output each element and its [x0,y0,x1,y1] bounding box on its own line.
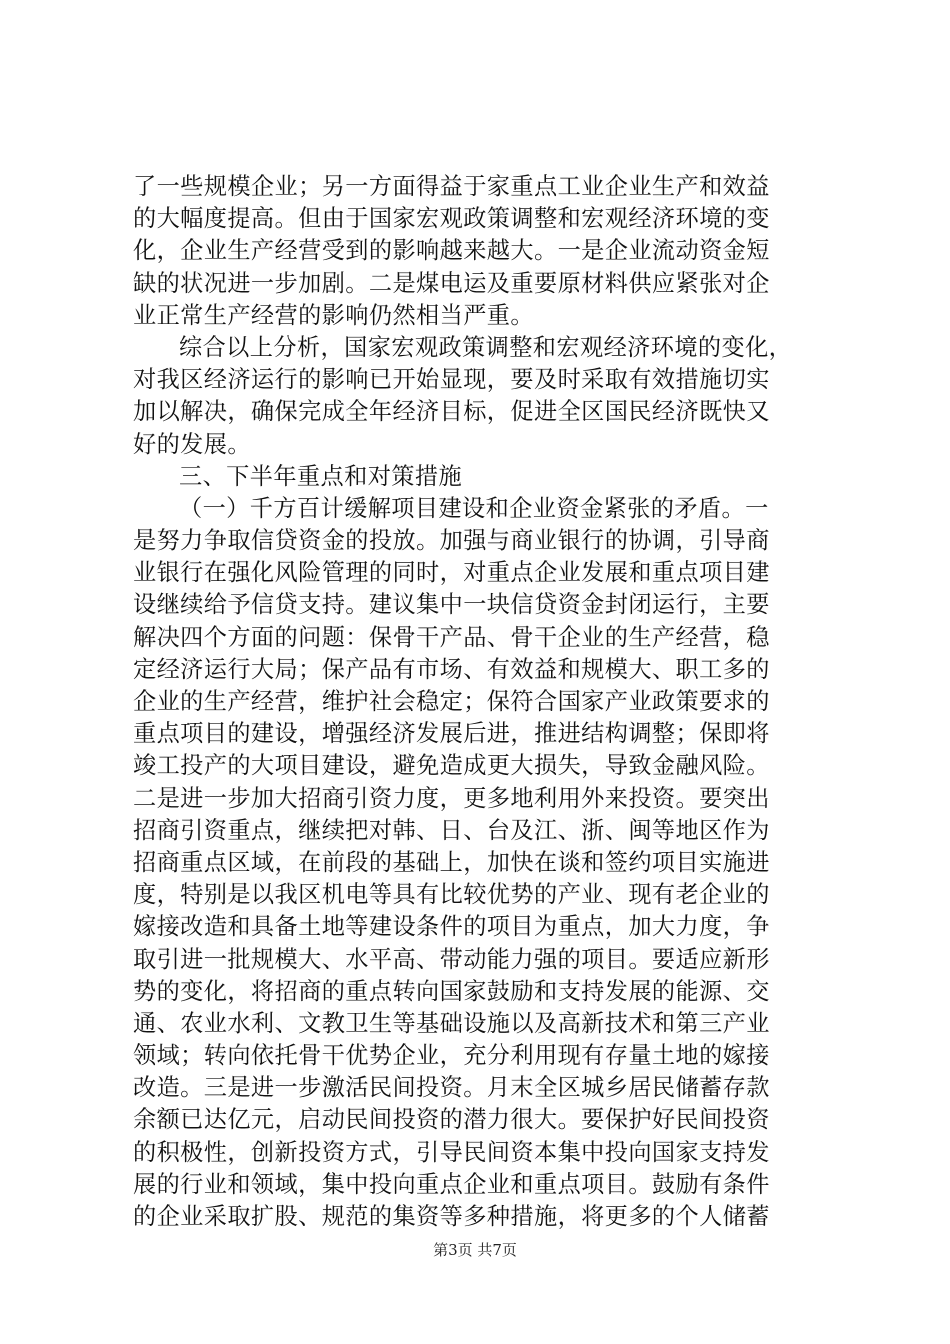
text-line: 化，企业生产经营受到的影响越来越大。一是企业流动资金短 [133,237,770,265]
text-line: 取引进一批规模大、水平高、带动能力强的项目。要适应新形 [133,945,770,973]
text-line: 通、农业水利、文教卫生等基础设施以及高新技术和第三产业 [133,1009,770,1037]
text-line: 的积极性，创新投资方式，引导民间资本集中投向国家支持发 [133,1138,770,1166]
text-line: 嫁接改造和具备土地等建设条件的项目为重点，加大力度，争 [133,913,770,941]
text-line: （一）千方百计缓解项目建设和企业资金紧张的矛盾。一 [179,494,769,522]
text-line: 设继续给予信贷支持。建议集中一块信贷资金封闭运行，主要 [133,591,770,619]
text-line: 二是进一步加大招商引资力度，更多地利用外来投资。要突出 [133,784,770,812]
text-line: 是努力争取信贷资金的投放。加强与商业银行的协调，引导商 [133,527,770,555]
text-line: 改造。三是进一步激活民间投资。月末全区城乡居民储蓄存款 [133,1074,770,1102]
text-line: 综合以上分析，国家宏观政策调整和宏观经济环境的变化， [179,333,793,361]
text-line: 业银行在强化风险管理的同时，对重点企业发展和重点项目建 [133,559,770,587]
page-footer: 第3页 共7页 [433,1241,517,1259]
text-line: 缺的状况进一步加剧。二是煤电运及重要原材料供应紧张对企 [133,269,770,297]
text-line: 对我区经济运行的影响已开始显现，要及时采取有效措施切实 [133,366,770,394]
text-line: 余额已达亿元，启动民间投资的潜力很大。要保护好民间投资 [133,1106,770,1134]
text-line: 的企业采取扩股、规范的集资等多种措施，将更多的个人储蓄 [133,1203,770,1230]
text-line: 领域；转向依托骨干优势企业，充分利用现有存量土地的嫁接 [133,1042,770,1070]
text-line: 竣工投产的大项目建设，避免造成更大损失，导致金融风险。 [133,752,770,780]
text-line: 展的行业和领域，集中投向重点企业和重点项目。鼓励有条件 [133,1170,770,1198]
text-line: 定经济运行大局；保产品有市场、有效益和规模大、职工多的 [133,655,770,683]
body-text [133,171,833,1233]
text-line: 好的发展。 [133,430,251,458]
text-line: 了一些规模企业；另一方面得益于家重点工业企业生产和效益 [133,173,770,200]
text-line: 解决四个方面的问题：保骨干产品、骨干企业的生产经营，稳 [133,623,770,651]
text-line: 加以解决，确保完成全年经济目标，促进全区国民经济既快又 [133,398,770,426]
text-line: 度，特别是以我区机电等具有比较优势的产业、现有老企业的 [133,881,770,909]
text-line: 三、下半年重点和对策措施 [179,462,463,490]
text-line: 业正常生产经营的影响仍然相当严重。 [133,301,534,329]
text-line: 招商重点区域，在前段的基础上，加快在谈和签约项目实施进 [133,848,770,876]
text-line: 的大幅度提高。但由于国家宏观政策调整和宏观经济环境的变 [133,205,770,233]
text-line: 招商引资重点，继续把对韩、日、台及江、浙、闽等地区作为 [133,816,770,844]
text-line: 企业的生产经营，维护社会稳定；保符合国家产业政策要求的 [133,688,770,715]
text-line: 重点项目的建设，增强经济发展后进，推进结构调整；保即将 [133,720,770,748]
text-line: 势的变化，将招商的重点转向国家鼓励和支持发展的能源、交 [133,977,770,1005]
